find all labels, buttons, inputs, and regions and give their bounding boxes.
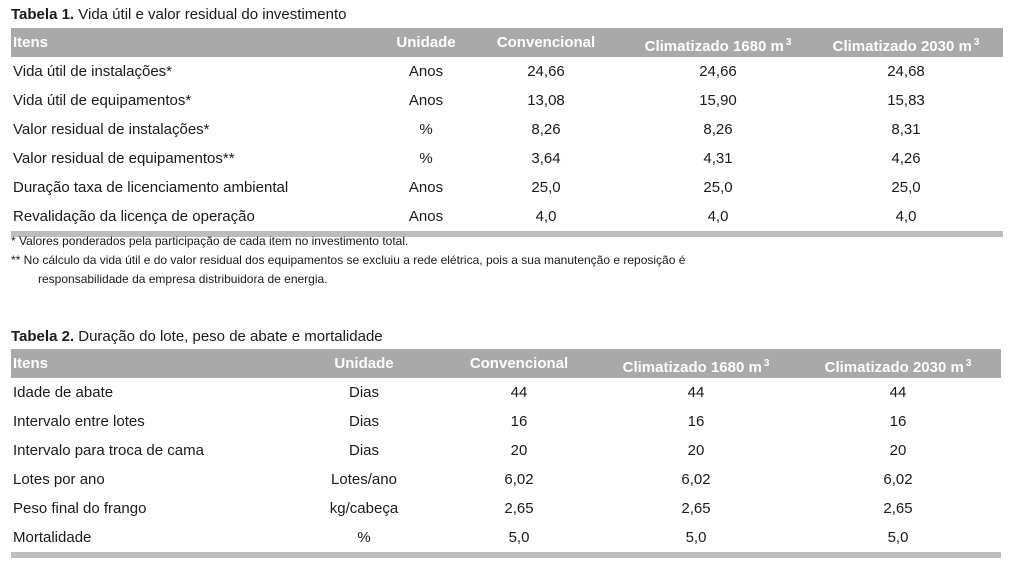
cell-climatizado-1680: 24,66 bbox=[699, 63, 737, 80]
cell-item: Lotes por ano bbox=[13, 471, 105, 488]
table1-body bbox=[11, 57, 1003, 231]
header-convencional: Convencional bbox=[469, 355, 569, 372]
cell-climatizado-2030: 25,0 bbox=[891, 179, 921, 196]
table-row bbox=[11, 57, 1003, 86]
cell-item: Mortalidade bbox=[13, 529, 92, 546]
cell-unit: Anos bbox=[408, 179, 444, 196]
footnote-1: * Valores ponderados pela participação de cada item no investimento total. bbox=[11, 234, 409, 248]
cell-climatizado-1680: 2,65 bbox=[681, 500, 711, 517]
cell-climatizado-1680: 4,0 bbox=[707, 208, 729, 225]
cell-unit: Lotes/ano bbox=[331, 471, 397, 488]
cell-item: Idade de abate bbox=[13, 384, 114, 401]
cell-convencional: 5,0 bbox=[508, 529, 530, 546]
cell-convencional: 6,02 bbox=[504, 471, 534, 488]
header-items: Itens bbox=[13, 355, 49, 372]
cell-item: Intervalo para troca de cama bbox=[13, 442, 204, 459]
cell-climatizado-2030: 24,68 bbox=[887, 63, 925, 80]
footnote-2-continued: responsabilidade da empresa distribuidora de energia. bbox=[38, 272, 328, 286]
cell-item: Valor residual de instalações* bbox=[13, 121, 210, 138]
table-row bbox=[11, 523, 1001, 552]
cell-convencional: 3,64 bbox=[531, 150, 561, 167]
cell-convencional: 2,65 bbox=[504, 500, 534, 517]
footnote-2: ** No cálculo da vida útil e do valor residual dos equipamentos se excluiu a rede elétrica, pois a sua manutenção e reposição é bbox=[11, 253, 686, 267]
table1-header-row bbox=[11, 28, 1003, 57]
table1-caption-label: Tabela 1. bbox=[11, 6, 75, 23]
cell-unit: % bbox=[419, 121, 433, 138]
cell-convencional: 13,08 bbox=[527, 92, 565, 109]
header-items: Itens bbox=[13, 34, 49, 51]
table2-caption-label: Tabela 2. bbox=[11, 328, 75, 345]
cell-climatizado-2030: 6,02 bbox=[883, 471, 913, 488]
cell-climatizado-1680: 15,90 bbox=[699, 92, 737, 109]
cell-item: Peso final do frango bbox=[13, 500, 147, 517]
table2-caption-text: Duração do lote, peso de abate e mortalidade bbox=[74, 328, 383, 345]
table-row bbox=[11, 378, 1001, 407]
cell-unit: % bbox=[357, 529, 371, 546]
cell-climatizado-1680: 6,02 bbox=[681, 471, 711, 488]
table1-caption bbox=[11, 6, 346, 24]
cell-item: Vida útil de equipamentos* bbox=[13, 92, 192, 109]
table-row bbox=[11, 173, 1003, 202]
header-convencional: Convencional bbox=[496, 34, 596, 51]
table1 bbox=[11, 28, 1003, 237]
header-climatizado-1680: Climatizado 1680 m $^3$ bbox=[644, 37, 792, 55]
table-row bbox=[11, 144, 1003, 173]
table-row bbox=[11, 436, 1001, 465]
cell-unit: Dias bbox=[348, 384, 379, 401]
header-unit: Unidade bbox=[334, 355, 394, 372]
cell-climatizado-2030: 44 bbox=[889, 384, 907, 401]
cell-convencional: 25,0 bbox=[531, 179, 561, 196]
cell-climatizado-2030: 5,0 bbox=[887, 529, 909, 546]
table1-footnotes bbox=[11, 232, 1001, 289]
header-climatizado-1680: Climatizado 1680 m $^3$ bbox=[622, 358, 770, 376]
cell-climatizado-1680: 20 bbox=[687, 442, 705, 459]
cell-item: Vida útil de instalações* bbox=[13, 63, 172, 80]
table-row bbox=[11, 494, 1001, 523]
cell-climatizado-2030: 4,26 bbox=[891, 150, 921, 167]
cell-item: Duração taxa de licenciamento ambiental bbox=[13, 179, 289, 196]
table1-caption-text: Vida útil e valor residual do investimento bbox=[74, 6, 347, 23]
cell-convencional: 44 bbox=[510, 384, 528, 401]
cell-climatizado-1680: 44 bbox=[687, 384, 705, 401]
cell-climatizado-2030: 2,65 bbox=[883, 500, 913, 517]
cell-unit: Anos bbox=[408, 92, 444, 109]
table2 bbox=[11, 349, 1001, 558]
header-climatizado-2030: Climatizado 2030 m $^3$ bbox=[824, 358, 972, 376]
table2-caption bbox=[11, 328, 383, 346]
cell-climatizado-1680: 5,0 bbox=[685, 529, 707, 546]
table-row bbox=[11, 86, 1003, 115]
cell-unit: % bbox=[419, 150, 433, 167]
cell-convencional: 8,26 bbox=[531, 121, 561, 138]
cell-climatizado-1680: 25,0 bbox=[703, 179, 733, 196]
cell-climatizado-2030: 15,83 bbox=[887, 92, 925, 109]
cell-convencional: 24,66 bbox=[527, 63, 565, 80]
cell-convencional: 16 bbox=[510, 413, 528, 430]
cell-climatizado-1680: 8,26 bbox=[703, 121, 733, 138]
cell-climatizado-2030: 8,31 bbox=[891, 121, 921, 138]
table-row bbox=[11, 465, 1001, 494]
cell-unit: kg/cabeça bbox=[329, 500, 399, 517]
cell-item: Valor residual de equipamentos** bbox=[13, 150, 235, 167]
cell-convencional: 4,0 bbox=[535, 208, 557, 225]
cell-climatizado-1680: 4,31 bbox=[703, 150, 733, 167]
cell-item: Revalidação da licença de operação bbox=[13, 208, 255, 225]
cell-climatizado-1680: 16 bbox=[687, 413, 705, 430]
cell-climatizado-2030: 16 bbox=[889, 413, 907, 430]
header-climatizado-2030: Climatizado 2030 m $^3$ bbox=[832, 37, 980, 55]
cell-climatizado-2030: 4,0 bbox=[895, 208, 917, 225]
cell-unit: Dias bbox=[348, 413, 379, 430]
cell-unit: Anos bbox=[408, 63, 444, 80]
table2-bottom-rule bbox=[11, 552, 1001, 558]
cell-unit: Anos bbox=[408, 208, 444, 225]
cell-unit: Dias bbox=[348, 442, 379, 459]
table2-header-row bbox=[11, 349, 1001, 378]
table-row bbox=[11, 115, 1003, 144]
cell-convencional: 20 bbox=[510, 442, 528, 459]
table-row bbox=[11, 407, 1001, 436]
table2-body bbox=[11, 378, 1001, 552]
cell-item: Intervalo entre lotes bbox=[13, 413, 145, 430]
header-unit: Unidade bbox=[396, 34, 456, 51]
cell-climatizado-2030: 20 bbox=[889, 442, 907, 459]
table-row bbox=[11, 202, 1003, 231]
